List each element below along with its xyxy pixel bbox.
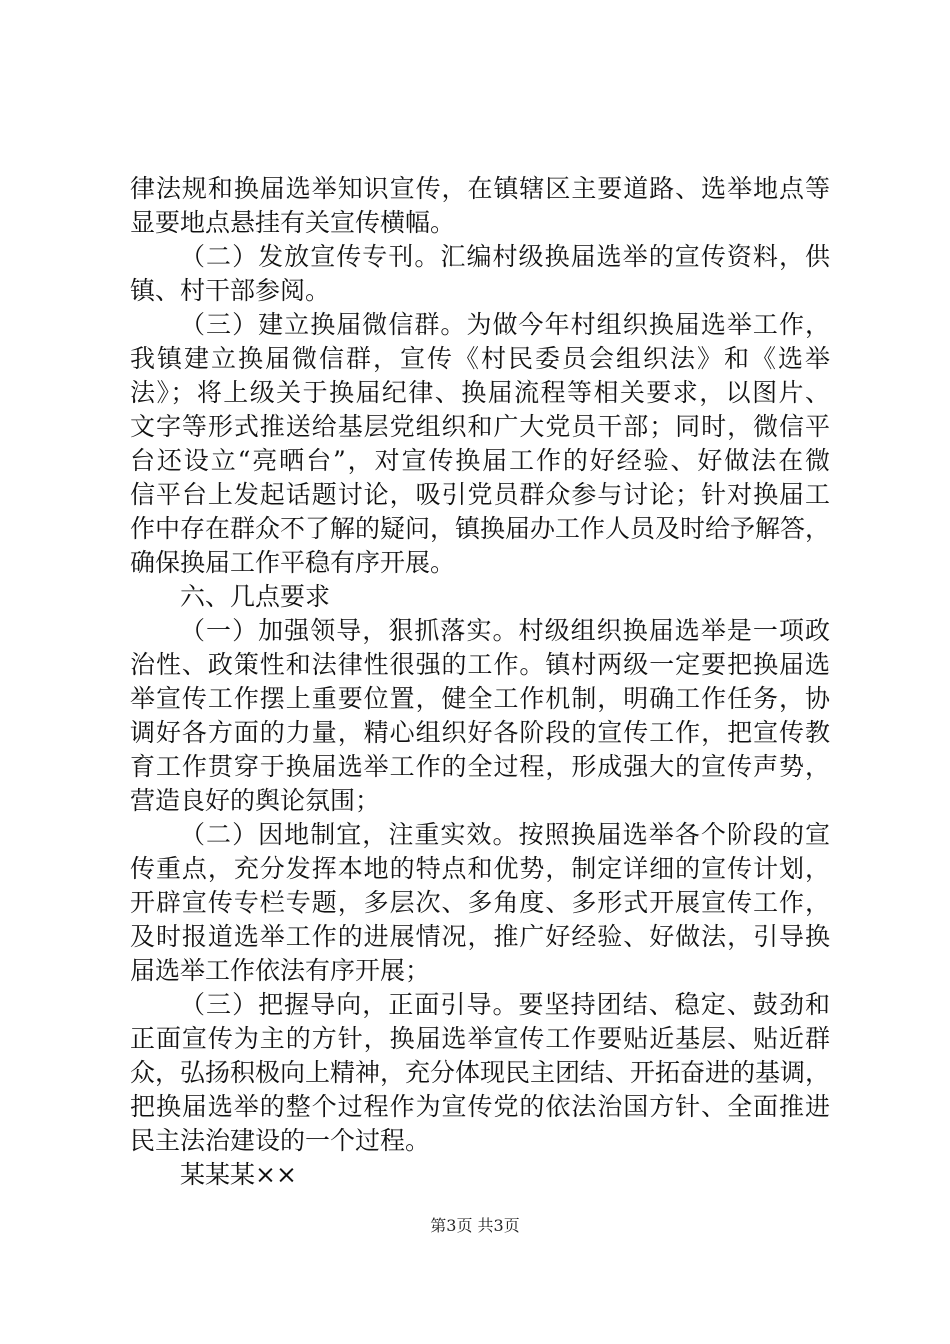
body-line: 台还设立“亮晒台”，对宣传换届工作的好经验、好做法在微	[130, 446, 830, 475]
body-line: 律法规和换届选举知识宣传，在镇辖区主要道路、选举地点等	[130, 174, 830, 203]
body-line: 显要地点悬挂有关宣传横幅。	[130, 208, 456, 237]
paragraph-first-line: （一）加强领导，狠抓落实。村级组织换届选举是一项政	[180, 616, 830, 645]
signature: 某某某××	[180, 1160, 297, 1189]
body-line: 开辟宣传专栏专题，多层次、多角度、多形式开展宣传工作，	[130, 888, 830, 917]
body-line: 举宣传工作摆上重要位置，健全工作机制，明确工作任务，协	[130, 684, 830, 713]
body-line: 传重点，充分发挥本地的特点和优势，制定详细的宣传计划，	[130, 854, 830, 883]
body-line: 届选举工作依法有序开展；	[130, 956, 431, 985]
body-line: 把换届选举的整个过程作为宣传党的依法治国方针、全面推进	[130, 1092, 830, 1121]
body-line: 治性、政策性和法律性很强的工作。镇村两级一定要把换届选	[130, 650, 830, 679]
body-line: 确保换届工作平稳有序开展。	[130, 548, 456, 577]
body-line: 我镇建立换届微信群，宣传《村民委员会组织法》和《选举	[130, 344, 830, 373]
body-line: 作中存在群众不了解的疑问，镇换届办工作人员及时给予解答，	[130, 514, 831, 543]
body-line: 文字等形式推送给基层党组织和广大党员干部；同时，微信平	[130, 412, 830, 441]
document-body	[130, 172, 830, 1192]
page-footer	[0, 1215, 950, 1237]
paragraph-first-line: （二）发放宣传专刊。汇编村级换届选举的宣传资料，供	[180, 242, 830, 271]
body-line: 营造良好的舆论氛围；	[130, 786, 381, 815]
body-line: 育工作贯穿于换届选举工作的全过程，形成强大的宣传声势，	[130, 752, 830, 781]
body-line: 民主法治建设的一个过程。	[130, 1126, 431, 1155]
body-line: 众，弘扬积极向上精神，充分体现民主团结、开拓奋进的基调，	[130, 1058, 831, 1087]
paragraph-first-line: （三）把握导向，正面引导。要坚持团结、稳定、鼓劲和	[180, 990, 830, 1019]
page-number: 第3页 共3页	[430, 1216, 520, 1235]
paragraph-first-line: （三）建立换届微信群。为做今年村组织换届选举工作，	[180, 310, 830, 339]
section-heading: 六、几点要求	[180, 582, 331, 611]
paragraph-first-line: （二）因地制宜，注重实效。按照换届选举各个阶段的宣	[180, 820, 830, 849]
body-line: 信平台上发起话题讨论，吸引党员群众参与讨论；针对换届工	[130, 480, 830, 509]
body-line: 法》；将上级关于换届纪律、换届流程等相关要求，以图片、	[130, 378, 830, 407]
body-line: 正面宣传为主的方针，换届选举宣传工作要贴近基层、贴近群	[130, 1024, 830, 1053]
body-line: 镇、村干部参阅。	[130, 276, 331, 305]
body-line: 调好各方面的力量，精心组织好各阶段的宣传工作，把宣传教	[130, 718, 830, 747]
body-line: 及时报道选举工作的进展情况，推广好经验、好做法，引导换	[130, 922, 830, 951]
